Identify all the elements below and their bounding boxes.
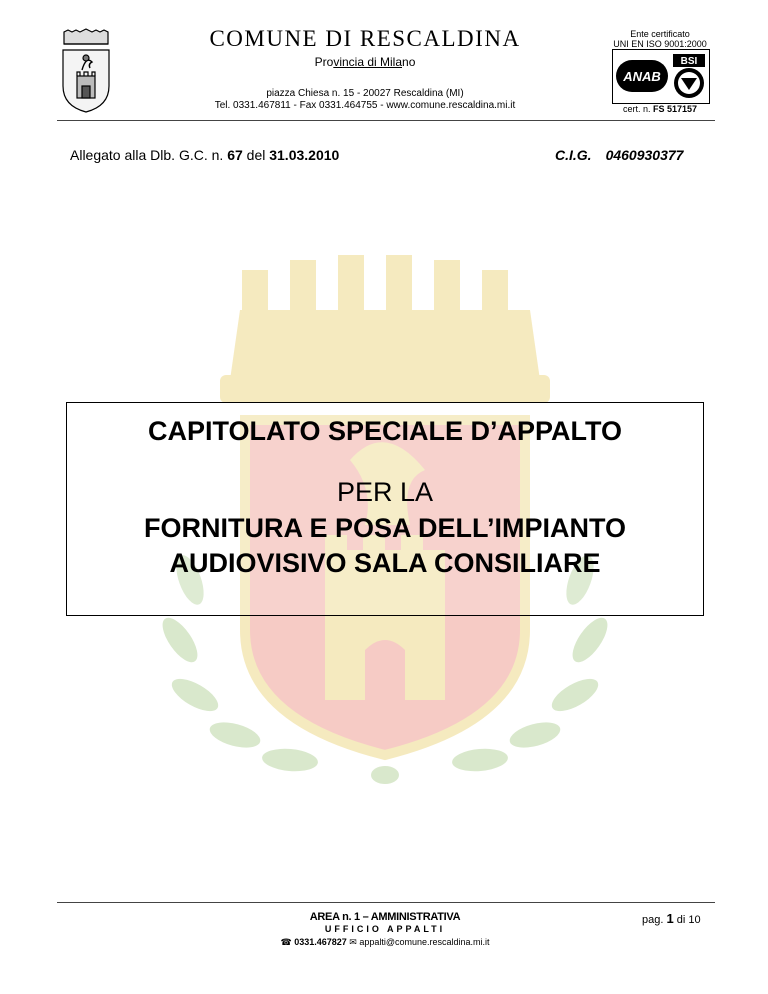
coat-of-arms-icon <box>58 28 114 114</box>
certification-logos <box>612 49 710 104</box>
cig-code <box>555 147 683 163</box>
office-label: UFFICIO APPALTI <box>324 924 446 934</box>
cert-prefix: cert. n. <box>622 104 651 114</box>
phone-icon: ☎ <box>280 937 292 947</box>
delibera-date: 31.03.2010 <box>269 147 340 163</box>
cig-label: C.I.G. <box>555 147 592 163</box>
allegato-prefix: Allegato alla Dlb. G.C. n. <box>70 147 224 163</box>
address-block <box>160 88 570 112</box>
subtitle-line-2: FORNITURA E POSA DELL’IMPIANTO <box>143 513 627 543</box>
anab-logo-text: ANAB <box>623 69 661 84</box>
page-number <box>642 911 701 926</box>
cert-line-1: Ente certificato <box>630 29 690 39</box>
header-divider <box>57 120 715 121</box>
provincia-label <box>160 55 570 69</box>
footer-email: appalti@comune.rescaldina.mi.it <box>359 937 490 947</box>
page-current: 1 <box>666 911 674 926</box>
delibera-number: 67 <box>227 147 243 163</box>
footer-contacts <box>200 937 570 948</box>
subtitle-line-3: AUDIOVISIVO SALA CONSILIARE <box>169 548 601 578</box>
allegato-line <box>70 147 339 163</box>
allegato-mid: del <box>246 147 266 163</box>
cig-value: 0460930377 <box>605 147 684 163</box>
page-prefix: pag. <box>642 914 664 926</box>
cert-line-2: UNI EN ISO 9001:2000 <box>613 39 707 49</box>
subtitle-line-1: PER LA <box>336 477 434 507</box>
footer-phone: 0331.467827 <box>294 937 347 947</box>
certification-label <box>596 29 724 49</box>
bsi-logo-text: BSI <box>680 56 698 67</box>
area-label: AREA n. 1 – AMMINISTRATIVA <box>309 911 461 923</box>
email-icon: ✉ <box>349 937 357 947</box>
document-title: CAPITOLATO SPECIALE D’APPALTO <box>147 416 623 446</box>
address-line: piazza Chiesa n. 15 - 20027 Rescaldina (MI) <box>266 88 464 99</box>
comune-title: COMUNE DI RESCALDINA <box>209 26 521 51</box>
cert-number-value: FS 517157 <box>652 104 698 114</box>
footer-divider <box>57 902 715 903</box>
anab-bsi-logo-icon <box>613 50 709 103</box>
provincia-pre: Pro <box>314 55 334 69</box>
provincia-post: no <box>402 55 416 69</box>
certificate-number <box>596 104 724 114</box>
provincia-underlined: vincia di Mila <box>333 55 403 69</box>
contact-line: Tel. 0331.467811 - Fax 0331.464755 - www.comune.rescaldina.mi.it <box>214 100 516 111</box>
page-total: di 10 <box>676 914 701 926</box>
